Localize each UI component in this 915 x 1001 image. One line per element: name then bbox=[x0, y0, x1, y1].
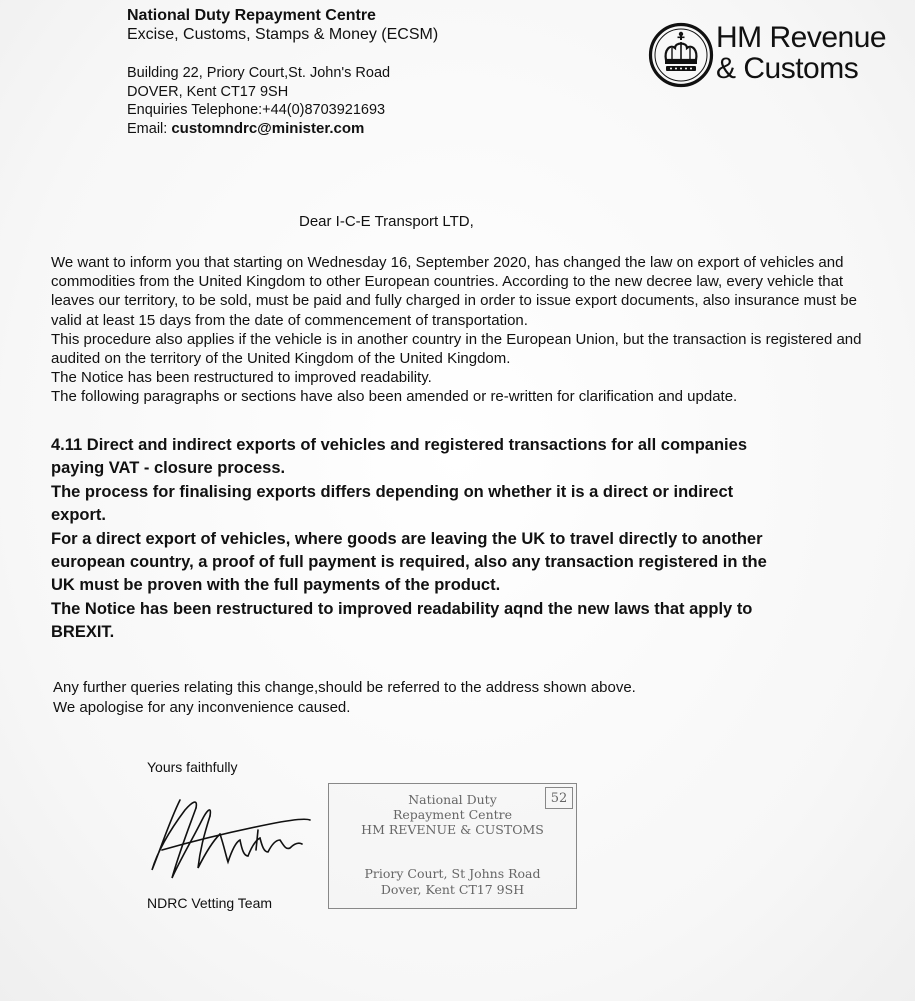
stamp-line-5: Dover, Kent CT17 9SH bbox=[380, 882, 525, 897]
sender-name: National Duty Repayment Centre bbox=[127, 7, 376, 24]
address-line-1: Building 22, Priory Court,St. John's Road bbox=[127, 65, 391, 81]
stamp-line-1: National Duty bbox=[408, 792, 497, 807]
signatory-team: NDRC Vetting Team bbox=[147, 895, 273, 911]
sender-address bbox=[127, 64, 390, 138]
email-line bbox=[127, 120, 390, 139]
logo-line-2: & Customs bbox=[716, 52, 859, 85]
sender-department: Excise, Customs, Stamps & Money (ECSM) bbox=[127, 26, 439, 43]
stamp-line-2: Repayment Centre bbox=[392, 807, 513, 822]
closing-line-2: We apologise for any inconvenience caused. bbox=[53, 698, 351, 716]
letter-body bbox=[51, 253, 871, 407]
closing-line-1: Any further queries relating this change,should be referred to the address shown above. bbox=[53, 679, 636, 696]
section-paragraph: The process for finalising exports differs depending on whether it is a direct or indirect export. bbox=[51, 482, 734, 525]
paragraph: We want to inform you that starting on Wednesday 16, September 2020, has changed the law on export of vehicles and commodities from the United Kingdom to other European countries. According to the new decree law, every vehicle that leaves our territory, to be sold, must be paid and fully charged in order to issue export documents, also insurance must be valid at least 15 days from the date of commencement of transportation. bbox=[51, 254, 857, 329]
paragraph: This procedure also applies if the vehicle is in another country in the European Union, but the transaction is registered and audited on the territory of the United Kingdom of the United Kingdom. bbox=[51, 330, 862, 368]
address-line-2: DOVER, Kent CT17 9SH bbox=[127, 83, 289, 100]
section-paragraph: For a direct export of vehicles, where goods are leaving the UK to travel directly to another european country, a proof of full payment is required, also any transaction registered in the UK must be proven with the full payments of the product. bbox=[51, 529, 767, 595]
crown-crest-icon bbox=[648, 22, 714, 88]
section-paragraph: The Notice has been restructured to improved readability aqnd the new laws that apply to BREXIT. bbox=[51, 599, 753, 642]
section-4-11 bbox=[51, 434, 791, 645]
section-heading: 4.11 Direct and indirect exports of vehicles and registered transactions for all companies paying VAT - closure process. bbox=[51, 436, 747, 478]
handwritten-signature bbox=[140, 790, 315, 885]
salutation: Dear I-C-E Transport LTD, bbox=[299, 213, 474, 230]
email-address: customndrc@minister.com bbox=[171, 119, 365, 137]
stamp-number: 52 bbox=[545, 787, 573, 809]
paragraph: The Notice has been restructured to improved readability. bbox=[51, 369, 432, 387]
valediction: Yours faithfully bbox=[147, 759, 238, 775]
logo-line-1: HM Revenue bbox=[716, 21, 887, 54]
sender-header bbox=[127, 6, 438, 44]
stamp-line-4: Priory Court, St Johns Road bbox=[364, 866, 541, 881]
hmrc-logo bbox=[648, 20, 898, 90]
email-label: Email: bbox=[127, 120, 168, 137]
paragraph: The following paragraphs or sections have also been amended or re-written for clarification and update. bbox=[51, 388, 738, 406]
closing-text bbox=[53, 678, 636, 717]
office-stamp bbox=[328, 783, 577, 909]
stamp-line-3: HM REVENUE & CUSTOMS bbox=[361, 822, 544, 837]
telephone: Enquiries Telephone:+44(0)8703921693 bbox=[127, 102, 386, 118]
